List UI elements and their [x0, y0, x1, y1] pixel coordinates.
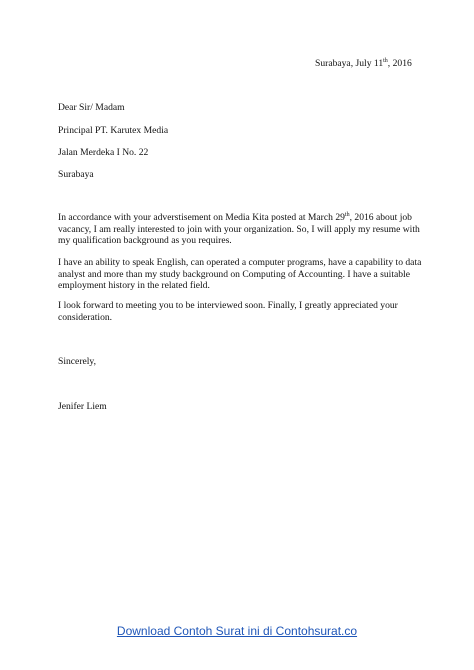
letter-date [315, 58, 412, 70]
paragraph-1-part-a: In accordance with your adverstisement on Media Kita posted at March 29 [58, 212, 345, 223]
recipient-address: Jalan Merdeka I No. 22 [58, 147, 149, 158]
recipient-name: Principal PT. Karutex Media [58, 125, 169, 136]
paragraph-1 [58, 212, 423, 247]
paragraph-1-part-b: , 2016 about job vacancy, I am really interested to join with your organization. So, I will apply my resume with my qualification background as you requires. [58, 212, 420, 247]
paragraph-2: I have an ability to speak English, can operated a computer programs, have a capability to data analyst and more than my study background on Computing of Accounting. I have a suitable employment history in the related field. [58, 257, 422, 292]
signature-name: Jenifer Liem [58, 401, 107, 412]
date-superscript: th [383, 57, 388, 64]
download-link[interactable]: Download Contoh Surat ini di Contohsurat.co [116, 624, 358, 638]
date-year: , 2016 [387, 58, 412, 69]
paragraph-1-superscript: th [344, 211, 350, 218]
salutation: Dear Sir/ Madam [58, 102, 125, 113]
date-main: Surabaya, July 11 [315, 58, 384, 69]
recipient-city: Surabaya [58, 169, 94, 180]
closing: Sincerely, [58, 356, 97, 367]
paragraph-3: I look forward to meeting you to be interviewed soon. Finally, I greatly appreciated your consideration. [58, 300, 398, 323]
